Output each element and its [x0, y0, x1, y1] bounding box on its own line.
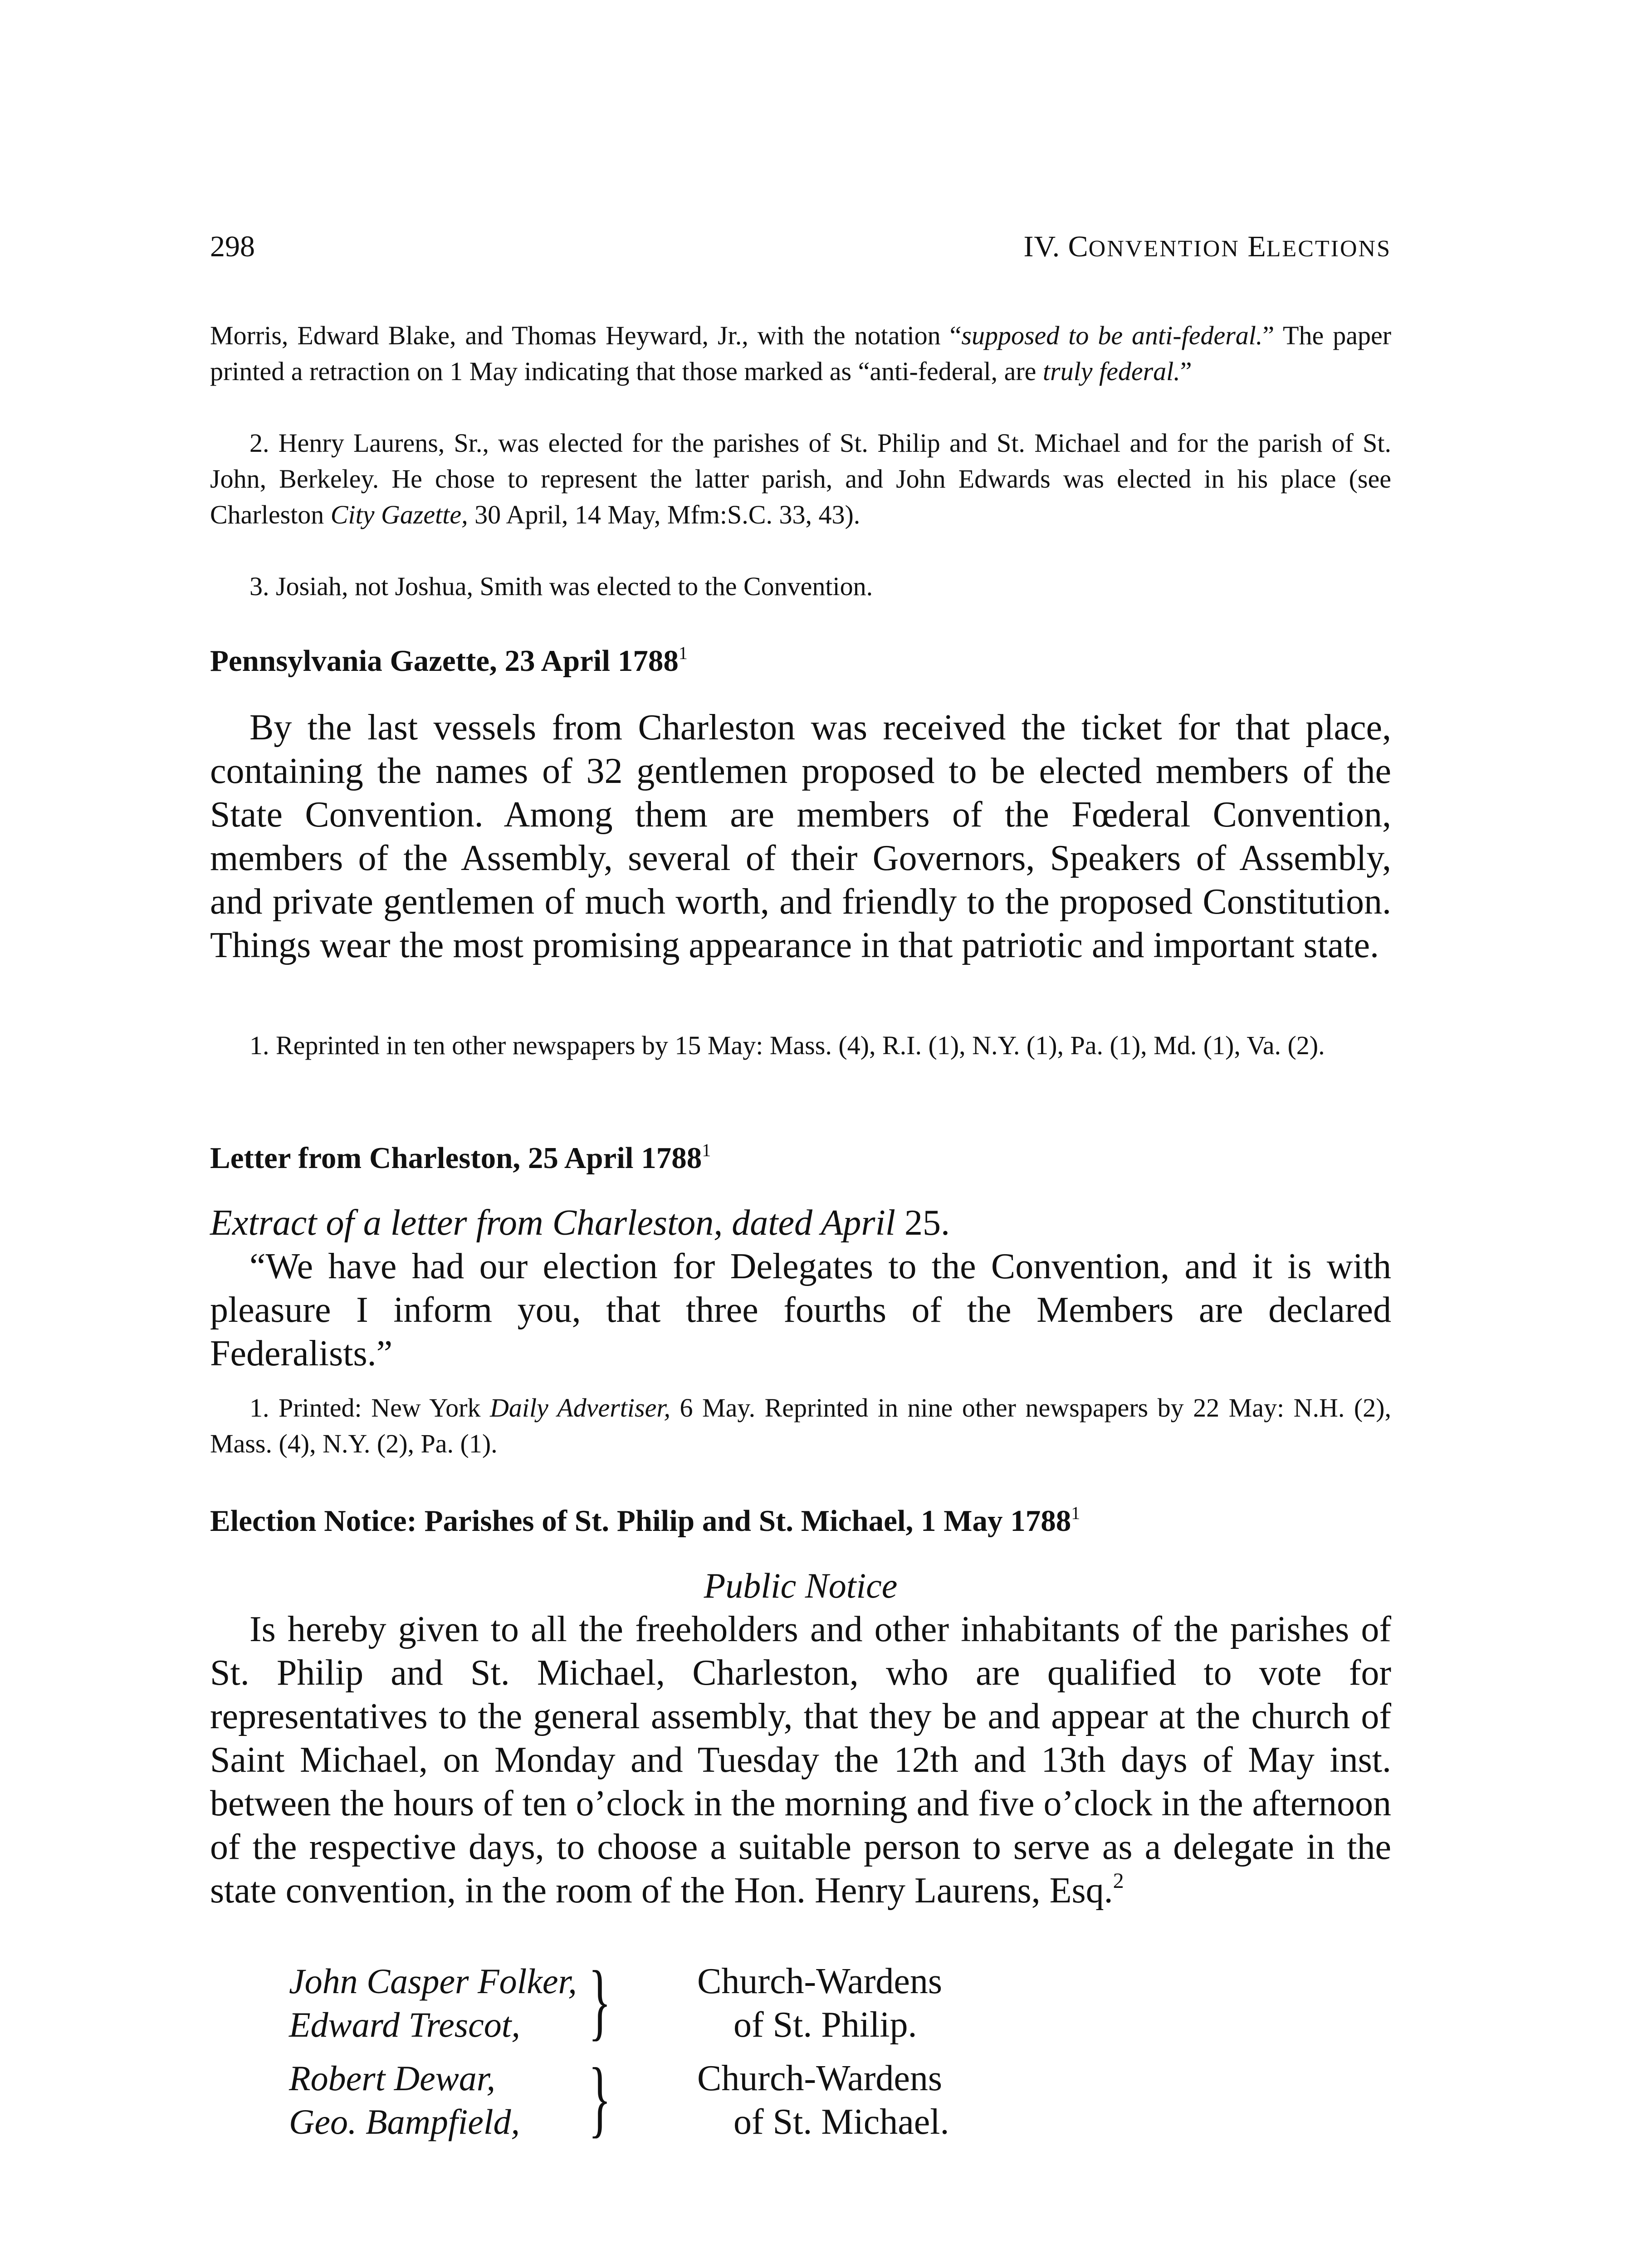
section-heading [210, 1501, 1080, 1541]
running-head [1024, 229, 1392, 267]
page-header [210, 229, 1391, 265]
signatory-name: Geo. Bampfield, [289, 2102, 520, 2141]
signatory-title [697, 2057, 949, 2144]
title-line: Church-Wardens [697, 1961, 943, 2001]
body-paragraph [210, 1608, 1391, 1912]
body-paragraph: “We have had our election for Delegates to the Convention, and it is with pleasure I inform you, that three fourths of the Members are declared Federalists.” [210, 1246, 1391, 1374]
fn-text: 1. Printed: New York [249, 1393, 490, 1422]
title-line: Church-Wardens [697, 2058, 943, 2098]
brace-glyph: } [588, 2051, 611, 2146]
body-paragraph: By the last vessels from Charleston was received the ticket for that place, containing the names of 32 gentlemen proposed to be elected members of the State Convention. Among them are members of the Fœderal Convention, members of the Assembly, several of their Governors, Speakers of Assembly, and private gentlemen of much worth, and friendly to the proposed Constitution. Things wear the most promising appearance in that patriotic and important state. [210, 708, 1391, 965]
running-head-cap1: C [1068, 230, 1089, 263]
footnote-continued [210, 318, 1391, 389]
letter-extract-lead [210, 1201, 1391, 1245]
section-heading [210, 1138, 711, 1178]
signatory-title [697, 1960, 942, 2047]
signatory-name: Robert Dewar, [289, 2058, 495, 2098]
fn-italic: Daily Advertiser, [489, 1393, 670, 1422]
notice-text: Is hereby given to all the freeholders and other inhabitants of the parishes of St. Philip and St. Michael, Charleston, who are qualified to vote for representatives to the general assembly, that they be and appear at the church of Saint Michael, on Monday and Tuesday the 12th and 13th days of May inst. between the hours of ten o’clock in the morning and five o’clock in the afternoon of the respective days, to choose a suitable person to serve as a delegate in the state convention, in the room of the Hon. Henry Laurens, Esq. [210, 1609, 1391, 1911]
signatory-name: John Casper Folker, [289, 1961, 577, 2001]
running-head-word1: ONVENTION [1088, 236, 1240, 262]
fn-text: ” [1180, 357, 1192, 386]
footnote-2 [210, 425, 1391, 533]
signatory-names [289, 2057, 520, 2144]
footnote-3: 3. Josiah, not Joshua, Smith was elected to the Convention. [249, 572, 873, 601]
footnote: 1. Reprinted in ten other newspapers by 15 May: Mass. (4), R.I. (1), N.Y. (1), Pa. (1), Md. (1), Va. (2). [249, 1031, 1325, 1060]
notice-title: Public Notice [704, 1566, 898, 1605]
running-head-word2: LECTIONS [1266, 236, 1391, 262]
heading-text: Election Notice: Parishes of St. Philip and St. Michael, 1 May 1788 [210, 1504, 1071, 1538]
note-ref: 1 [702, 1140, 711, 1160]
fn-text: ” The paper printed a retraction on 1 May indicating that those marked as “anti-federal, are [210, 321, 1392, 386]
note-ref: 1 [678, 643, 688, 663]
signatory-names [289, 1960, 577, 2047]
fn-text: Morris, Edward Blake, and Thomas Heyward, Jr., with the notation “ [210, 321, 962, 350]
running-head-roman: IV. [1023, 230, 1061, 263]
fn-italic: City Gazette, [330, 500, 468, 529]
fn-text: 30 April, 14 May, Mfm:S.C. 33, 43). [468, 500, 861, 529]
page-number: 298 [210, 230, 255, 263]
section-heading [210, 640, 688, 681]
brace-glyph: } [588, 1954, 611, 2049]
document-page [210, 0, 1391, 2268]
running-head-cap2: E [1247, 230, 1266, 263]
lead-italic: Extract of a letter from Charleston, dated April [210, 1203, 896, 1243]
note-ref: 1 [1071, 1503, 1081, 1523]
footnote [210, 1390, 1391, 1461]
lead-date: 25. [895, 1203, 950, 1243]
heading-text: Pennsylvania Gazette, 23 April 1788 [210, 644, 679, 678]
heading-text: Letter from Charleston, 25 April 1788 [210, 1141, 702, 1175]
fn-italic: supposed to be anti-federal. [961, 321, 1263, 350]
title-line: of St. Michael. [733, 2102, 949, 2142]
fn-text: 2. Henry Laurens, Sr., was elected for the parishes of St. Philip and St. Michael and for the parish of St. John, Berkeley. He chose to represent the latter parish, and John Edwards was elected in his place (see Charleston [210, 428, 1391, 529]
signature-block [289, 2051, 969, 2147]
signatory-name: Edward Trescot, [289, 2005, 520, 2044]
fn-text: 6 May. Reprinted in nine other newspapers by 22 May: N.H. (2), Mass. (4), N.Y. (2), Pa. (1). [210, 1393, 1391, 1458]
title-line: of St. Philip. [733, 2005, 917, 2045]
note-ref: 2 [1113, 1869, 1124, 1893]
signature-block [289, 1954, 969, 2050]
fn-italic: truly federal. [1042, 357, 1180, 386]
